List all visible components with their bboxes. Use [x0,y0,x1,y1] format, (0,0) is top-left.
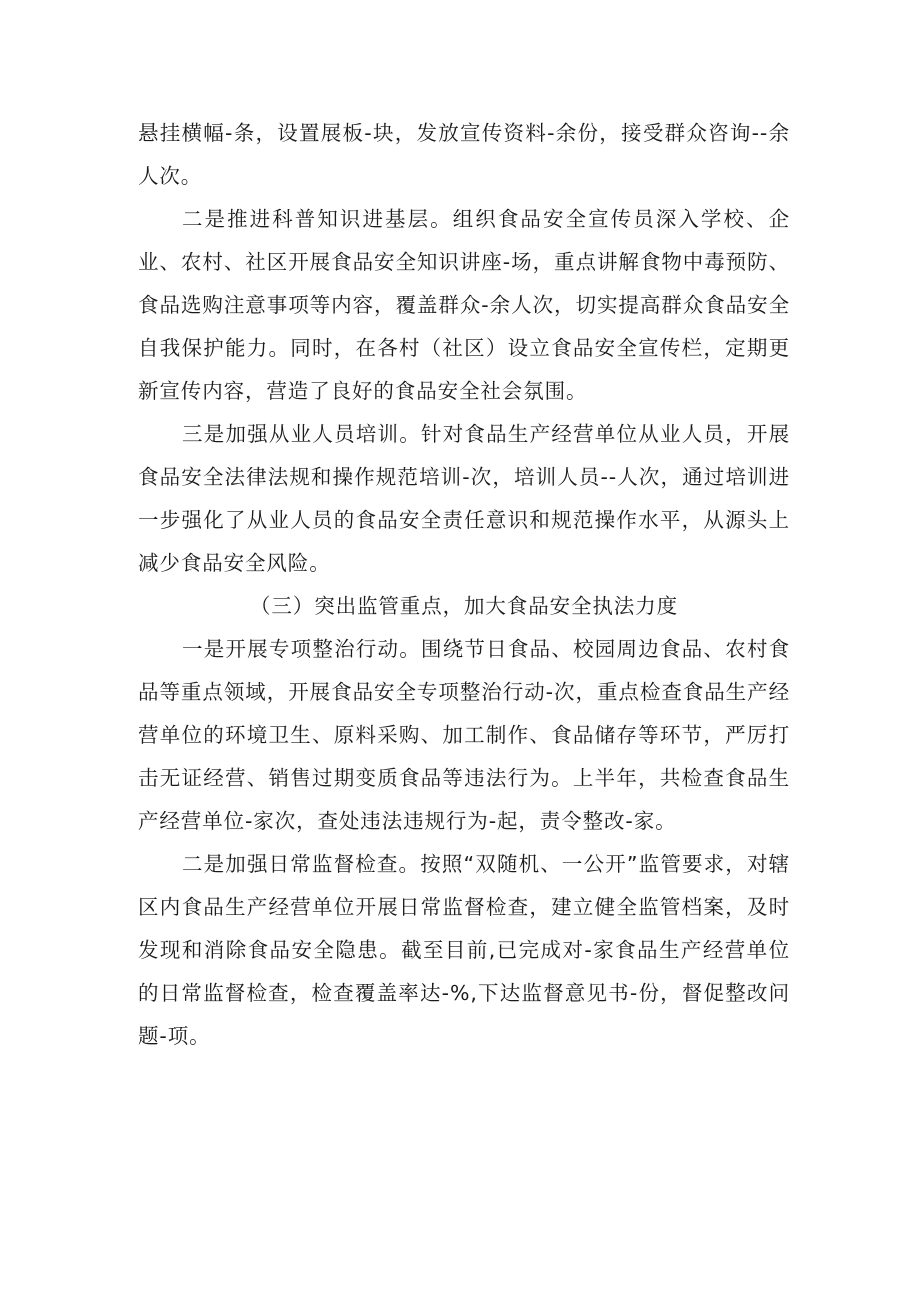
paragraph-daily-inspection: 二是加强日常监督检查。按照“双随机、一公开”监管要求，对辖区内食品生产经营单位开展日常监督检查，建立健全监管档案，及时发现和消除食品安全隐患。截至目前,已完成对-家食品生产经营单位的日常监督检查，检查覆盖率达-%,下达监督意见书-份，督促整改问题-项。 [138,852,790,1048]
paragraph-continuation: 悬挂横幅-条，设置展板-块，发放宣传资料-余份，接受群众咨询--余人次。 [138,121,790,188]
document-body [138,112,790,1058]
paragraph-staff-training: 三是加强从业人员培训。针对食品生产经营单位从业人员，开展食品安全法律法规和操作规范培训-次，培训人员--人次，通过培训进一步强化了从业人员的食品安全责任意识和规范操作水平，从源头上减少食品安全风险。 [138,422,790,575]
paragraph-science-outreach: 二是推进科普知识进基层。组织食品安全宣传员深入学校、企业、农村、社区开展食品安全知识讲座-场，重点讲解食物中毒预防、食品选购注意事项等内容，覆盖群众-余人次，切实提高群众食品安全自我保护能力。同时，在各村（社区）设立食品安全宣传栏，定期更新宣传内容，营造了良好的食品安全社会氛围。 [138,207,790,403]
section-heading: （三）突出监管重点，加大食品安全执法力度 [250,594,678,618]
paragraph-special-rectification: 一是开展专项整治行动。围绕节日食品、校园周边食品、农村食品等重点领域，开展食品安全专项整治行动-次，重点检查食品生产经营单位的环境卫生、原料采购、加工制作、食品储存等环节，严厉打击无证经营、销售过期变质食品等违法行为。上半年，共检查食品生产经营单位-家次，查处违法违规行为-起，责令整改-家。 [138,637,790,833]
